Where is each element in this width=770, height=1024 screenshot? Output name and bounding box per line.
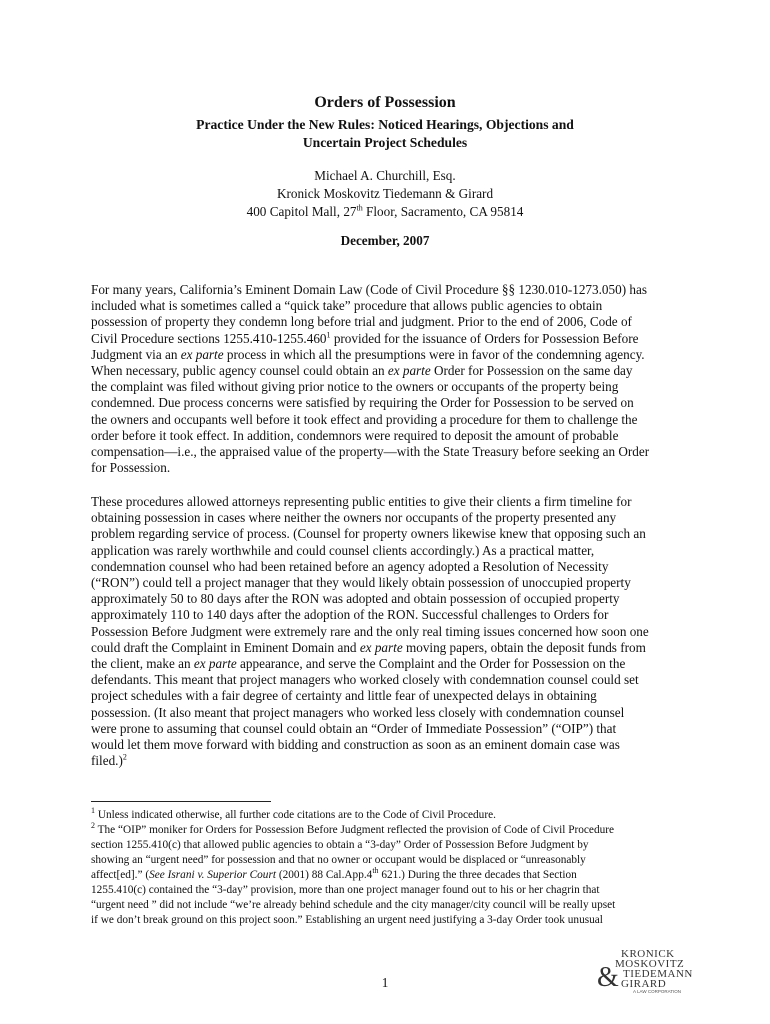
author-firm: Kronick Moskovitz Tiedemann & Girard (276, 186, 494, 201)
subtitle-line-1: Practice Under the New Rules: Noticed Hearings, Objections and (196, 117, 574, 132)
author-block (0, 167, 770, 221)
firm-logo: KRONICK MOSKOVITZ TIEDEMANN & GIRARD A LAW CORPORATION (597, 948, 693, 994)
author-address: 400 Capitol Mall, 27th Floor, Sacramento, CA 95814 (246, 203, 524, 219)
footnote-2: $^2$ The “OIP” moniker for Orders for Possession Before Judgment reflected the provision of Code of Civil Procedure (91, 821, 615, 836)
footnotes: $^1$ Unless indicated otherwise, all further code citations are to the Code of Civil Procedure. $^2$ The “OIP” moniker for Orders for Possession Before Judgment reflected the provision of Code of Civil Procedure section 1255.410(c) that allowed public agencies to obtain a “3-day” Order of Possession Before Judgment by showing an “urgent need” for possession and that no owner or occupant would be displaced or “unreasonably affect[ed].” (See Israni v. Superior Court (2001) 88 Cal.App.4th 621.) During the three decades that Section 1255.410(c) contained the “3-day” provision, more than one project manager found out to his or her chagrin that “urgent need ” did not include “we’re already behind schedule and the city manager/city council will be really upset if we don’t break ground on this project soon.” Establishing an urgent need justifying a 3-day Order took unusual (91, 808, 691, 928)
document-subtitle (150, 116, 620, 152)
paragraph-2: These procedures allowed attorneys representing public entities to give their clients a firm timeline for obtaining possession in cases where neither the owners nor occupants of the property presented any problem regarding service of process. (Counsel for property owners likewise knew that opposing such an application was rarely worthwhile and could counsel clients accordingly.) As a practical matter, condemnation counsel who had been retained before an agency adopted a Resolution of Necessity (“RON”) could tell a project manager that they would likely obtain possession of unoccupied property approximately 50 to 80 days after the RON was adopted and obtain possession of occupied property approximately 110 to 140 days after the adoption of the RON. Successful challenges to Orders for Possession Before Judgment were extremely rare and the only real timing issues concerned how soon one could draft the Complaint in Eminent Domain and ex parte moving papers, obtain the deposit funds from the client, make an ex parte appearance, and serve the Complaint and the Order for Possession on the defendants. This meant that project managers who worked closely with condemnation counsel could set project schedules with a fair degree of certainty and little fear of unexpected delays in obtaining possession. (It also meant that project managers who worked less closely with condemnation counsel were prone to assuming that counsel could obtain an “Order of Immediate Possession” (“OIP”) that would let them move forward with bidding and construction as soon as an eminent domain case was filed.)$^2$ (91, 494, 649, 769)
footnote-ref-2: 2 (122, 752, 127, 762)
footnote-divider (91, 801, 271, 802)
footnote-1: $^1$ Unless indicated otherwise, all further code citations are to the Code of Civil Procedure. (91, 806, 496, 821)
document-date: December, 2007 (340, 233, 430, 248)
page-number: 1 (381, 975, 389, 990)
paragraph-1: For many years, California’s Eminent Domain Law (Code of Civil Procedure §§ 1230.010-1273.050) has included what is sometimes called a “quick take” procedure that allows public agencies to obtain possession of property they condemn long before trial and judgment. Prior to the end of 2006, Code of Civil Procedure sections 1255.410-1255.460$^1$ provided for the issuance of Orders for Possession Before Judgment via an ex parte process in which all the presumptions were in favor of the condemning agency. When necessary, public agency counsel could obtain an ex parte Order for Possession on the same day the complaint was filed without giving prior notice to the owners or occupants of the property being condemned. Due process concerns were satisfied by requiring the Order for Possession to be served on the owners and occupants well before it took effect and providing a procedure for them to challenge the order before it took effect. In addition, condemnors were required to deposit the amount of probable compensation—i.e., the appraised value of the property—with the State Treasury before seeking an Order for Possession. (91, 282, 650, 476)
author-name: Michael A. Churchill, Esq. (314, 168, 456, 183)
document-title: Orders of Possession (314, 94, 456, 111)
subtitle-line-2: Uncertain Project Schedules (302, 135, 468, 150)
footnote-ref-1: 1 (326, 330, 331, 340)
